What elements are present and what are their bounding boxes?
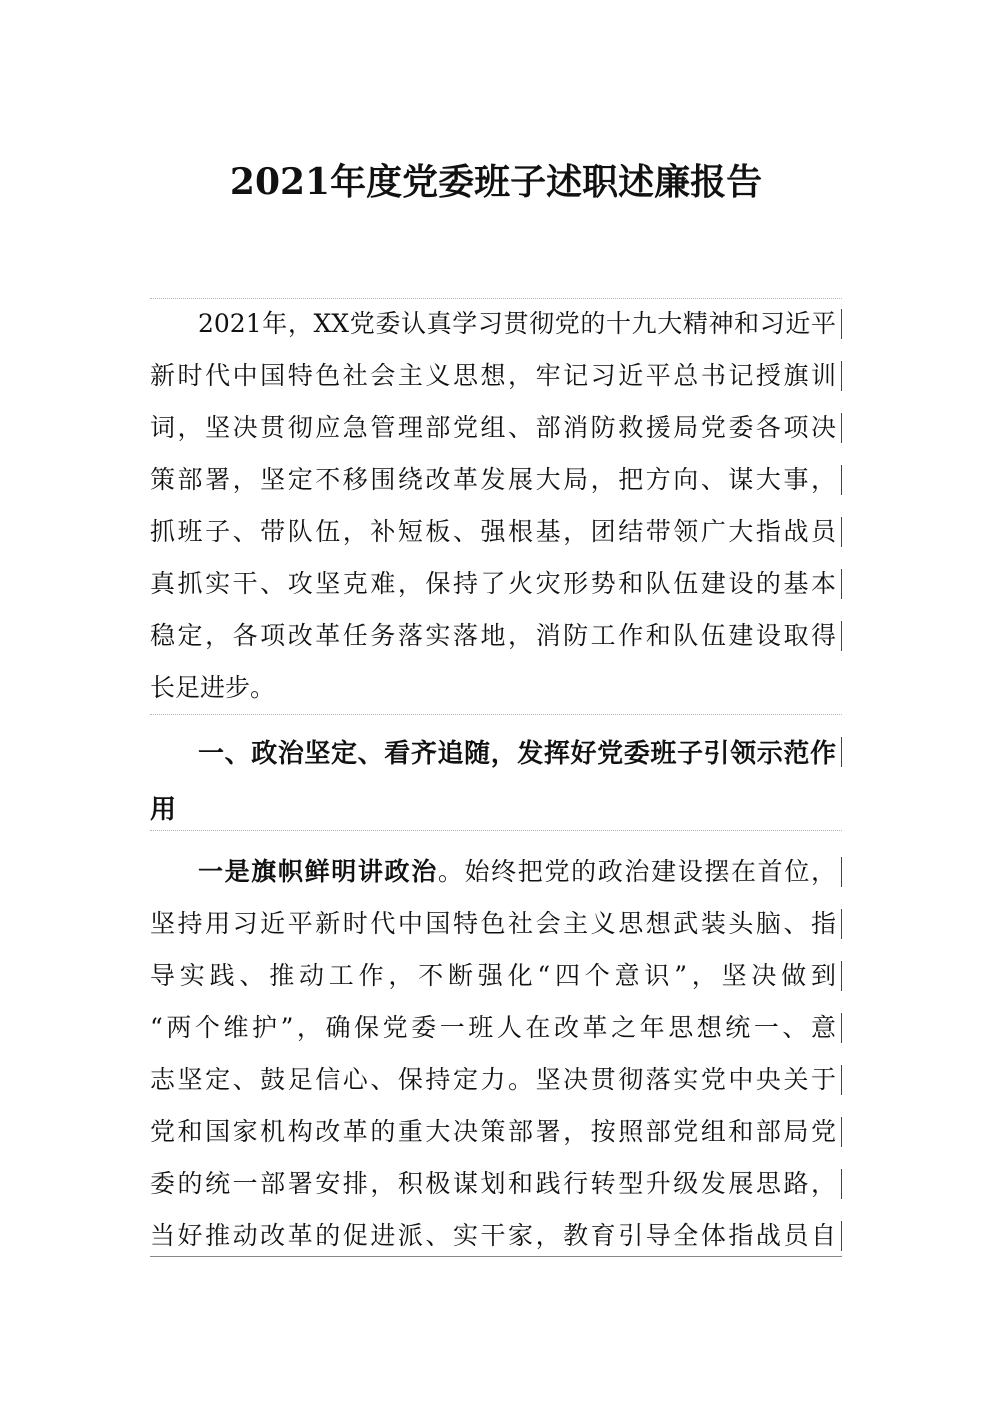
paragraph-line: 志坚定、鼓足信心、保持定力。坚决贯彻落实党中央关于 — [150, 1054, 842, 1106]
paragraph-lead: 一是旗帜鲜明讲政治 — [198, 857, 438, 886]
intro-line: 长足进步。 — [150, 673, 276, 702]
margin-mark — [841, 569, 842, 599]
paragraph-line: 党和国家机构改革的重大决策部署，按照部党组和部局党 — [150, 1106, 842, 1158]
intro-paragraph — [150, 298, 842, 714]
margin-mark — [841, 1117, 842, 1147]
page-bottom-rule — [150, 1256, 842, 1257]
document-title: 2021年度党委班子述职述廉报告 — [229, 161, 763, 203]
section-heading-line: 一、政治坚定、看齐追随，发挥好党委班子引领示范作 — [150, 726, 842, 782]
paragraph-line: 导实践、推动工作，不断强化“四个意识”，坚决做到 — [150, 950, 842, 1002]
paragraph-line: 当好推动改革的促进派、实干家，教育引导全体指战员自 — [150, 1210, 842, 1262]
margin-mark — [841, 1221, 842, 1251]
section-bottom-rule — [150, 830, 842, 831]
intro-line: 2021年，XX党委认真学习贯彻党的十九大精神和习近平 — [150, 298, 842, 350]
section-heading — [150, 726, 842, 838]
intro-line: 新时代中国特色社会主义思想，牢记习近平总书记授旗训 — [150, 350, 842, 402]
margin-mark — [841, 737, 842, 767]
margin-mark — [841, 361, 842, 391]
margin-mark — [841, 465, 842, 495]
paragraph-1 — [150, 846, 842, 1262]
intro-bottom-rule — [150, 714, 842, 715]
intro-line: 词，坚决贯彻应急管理部党组、部消防救援局党委各项决 — [150, 402, 842, 454]
margin-mark — [841, 517, 842, 547]
paragraph-line: 坚持用习近平新时代中国特色社会主义思想武装头脑、指 — [150, 898, 842, 950]
intro-line: 真抓实干、攻坚克难，保持了火灾形势和队伍建设的基本 — [150, 558, 842, 610]
paragraph-line: 一是旗帜鲜明讲政治。始终把党的政治建设摆在首位， — [150, 846, 842, 898]
margin-mark — [841, 413, 842, 443]
margin-mark — [841, 857, 842, 887]
paragraph-line: 委的统一部署安排，积极谋划和践行转型升级发展思路， — [150, 1158, 842, 1210]
margin-mark — [841, 1013, 842, 1043]
margin-mark — [841, 961, 842, 991]
margin-mark — [841, 621, 842, 651]
intro-line: 抓班子、带队伍，补短板、强根基，团结带领广大指战员 — [150, 506, 842, 558]
margin-mark — [841, 309, 842, 339]
margin-mark — [841, 1169, 842, 1199]
paragraph-line: “两个维护”，确保党委一班人在改革之年思想统一、意 — [150, 1002, 842, 1054]
intro-line: 策部署，坚定不移围绕改革发展大局，把方向、谋大事， — [150, 454, 842, 506]
margin-mark — [841, 1065, 842, 1095]
section-heading-line: 用 — [150, 795, 177, 825]
intro-line: 稳定，各项改革任务落实落地，消防工作和队伍建设取得 — [150, 610, 842, 662]
margin-mark — [841, 909, 842, 939]
